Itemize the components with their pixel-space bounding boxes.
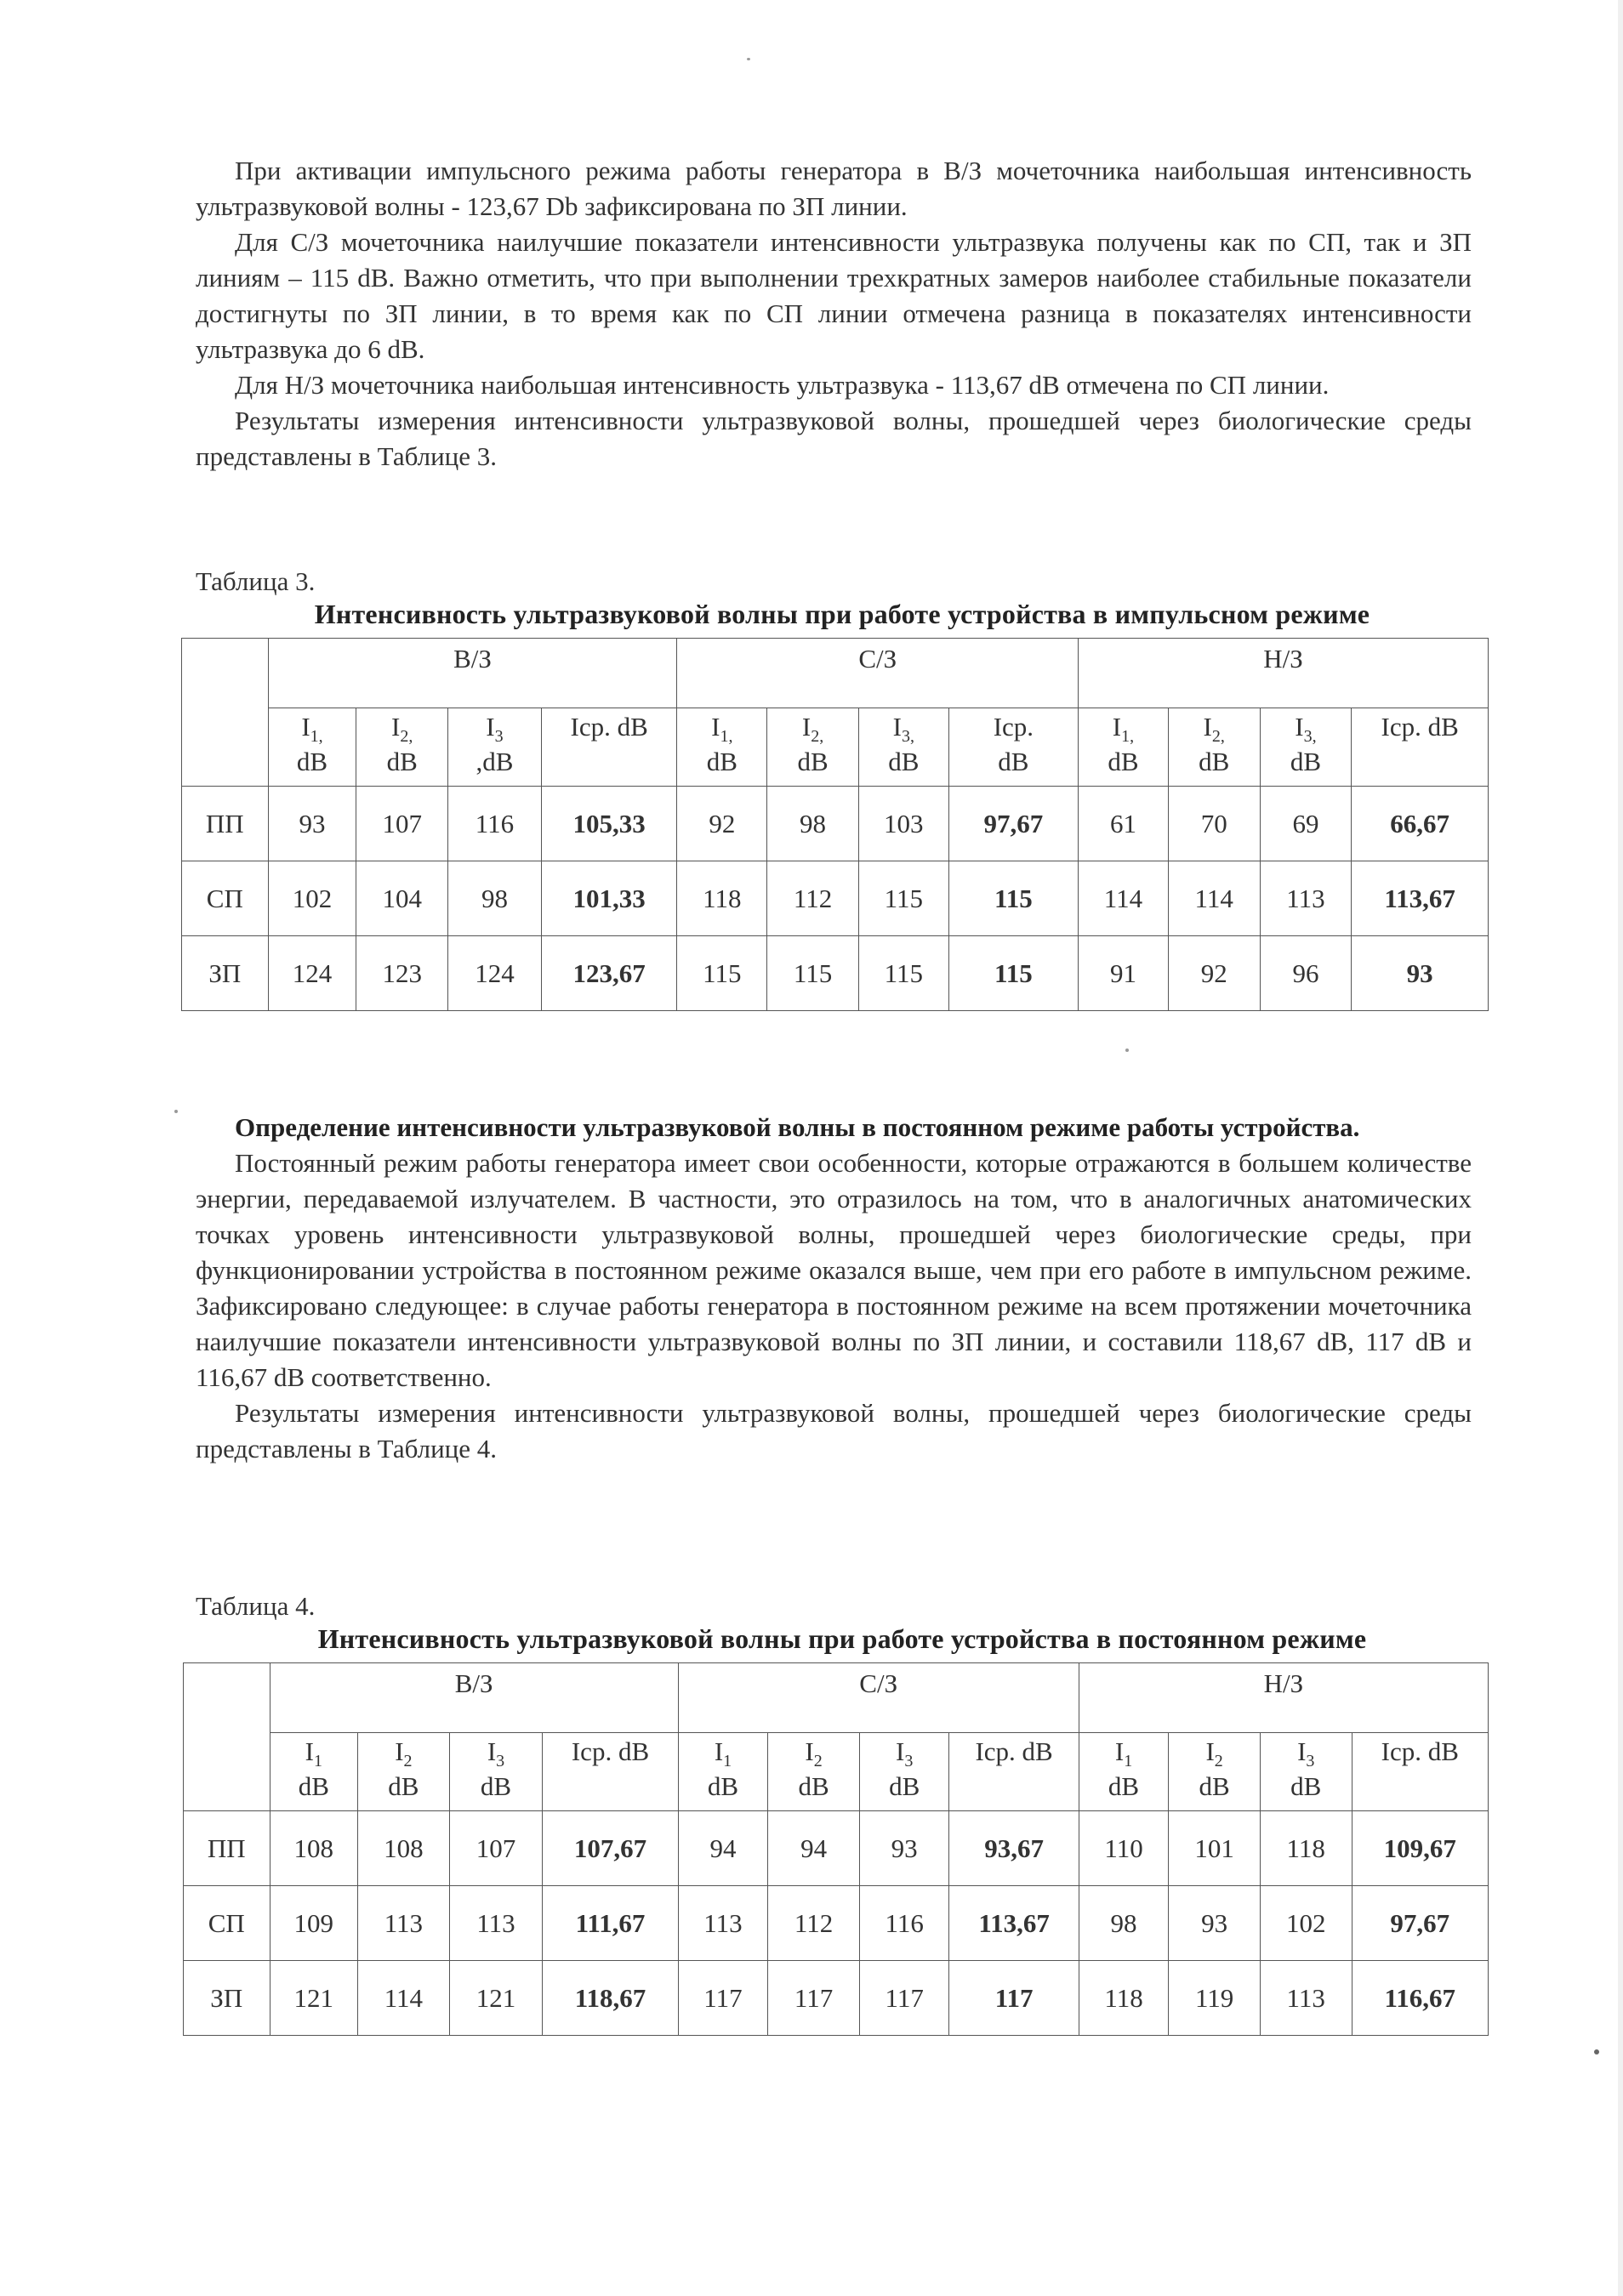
column-header bbox=[1169, 1733, 1261, 1811]
column-header bbox=[1260, 708, 1352, 787]
header-subscript: 2 bbox=[813, 1752, 823, 1771]
header-symbol: I bbox=[301, 712, 310, 742]
average-cell: 123,67 bbox=[541, 936, 677, 1011]
value-cell: 102 bbox=[1260, 1886, 1352, 1961]
value-cell: 115 bbox=[767, 936, 859, 1011]
header-unit: dB bbox=[1199, 747, 1230, 777]
value-cell: 117 bbox=[768, 1961, 860, 2036]
section-constant-mode bbox=[196, 1110, 1472, 1467]
header-symbol: I bbox=[1203, 712, 1212, 742]
header-symbol: I bbox=[395, 1736, 404, 1766]
average-cell: 115 bbox=[948, 936, 1078, 1011]
header-subscript: 3 bbox=[496, 1752, 505, 1771]
header-subscript: 3, bbox=[1303, 727, 1317, 747]
scan-speck bbox=[747, 58, 750, 60]
value-cell: 118 bbox=[1079, 1961, 1169, 2036]
header-symbol: I bbox=[896, 1736, 905, 1766]
header-unit: dB bbox=[1290, 747, 1322, 777]
value-cell: 93 bbox=[859, 1811, 949, 1886]
average-cell: 97,67 bbox=[1352, 1886, 1488, 1961]
header-unit: dB bbox=[386, 747, 418, 777]
value-cell: 115 bbox=[858, 861, 948, 936]
column-header bbox=[859, 1733, 949, 1811]
scan-speck bbox=[174, 1110, 178, 1113]
header-subscript: 2 bbox=[1214, 1752, 1223, 1771]
header-unit: dB bbox=[388, 1771, 419, 1802]
column-header bbox=[858, 708, 948, 787]
corner-cell bbox=[184, 1663, 270, 1811]
column-header bbox=[356, 708, 448, 787]
header-symbol: I bbox=[1114, 1736, 1125, 1766]
column-header bbox=[678, 1733, 768, 1811]
scan-speck bbox=[1594, 2049, 1599, 2054]
value-cell: 94 bbox=[768, 1811, 860, 1886]
value-cell: 116 bbox=[448, 787, 542, 861]
value-cell: 112 bbox=[768, 1886, 860, 1961]
value-cell: 101 bbox=[1169, 1811, 1261, 1886]
column-header bbox=[543, 1733, 678, 1811]
column-header bbox=[1079, 1733, 1169, 1811]
table-label: Таблица 3. bbox=[196, 566, 316, 596]
table-row bbox=[184, 1961, 1489, 2036]
value-cell: 103 bbox=[858, 787, 948, 861]
header-symbol: Iср. dB bbox=[571, 1736, 650, 1766]
group-header: Н/З bbox=[1079, 639, 1489, 708]
header-symbol: I bbox=[305, 1736, 314, 1766]
value-cell: 110 bbox=[1079, 1811, 1169, 1886]
table-title: Интенсивность ультразвуковой волны при работе устройства в импульсном режиме bbox=[314, 599, 1370, 629]
table-4 bbox=[183, 1662, 1489, 2036]
column-header bbox=[358, 1733, 450, 1811]
header-symbol: I bbox=[1112, 712, 1122, 742]
header-subscript: 2 bbox=[403, 1752, 413, 1771]
header-unit: dB bbox=[296, 747, 328, 777]
value-cell: 114 bbox=[1168, 861, 1260, 936]
value-cell: 108 bbox=[270, 1811, 358, 1886]
value-cell: 118 bbox=[1260, 1811, 1352, 1886]
value-cell: 98 bbox=[767, 787, 859, 861]
header-symbol: I bbox=[711, 712, 720, 742]
paragraph: Постоянный режим работы генератора имеет свои особенности, которые отражаются в большем количестве энергии, передаваемой излучателем. В частности, это отразилось на том, что в аналогичных анатомических точках уровень интенсивности ультразвуковой волны, прошедшей через биологические среды, при функционировании устройства в постоянном режиме оказался выше, чем при его работе в импульсном режиме. Зафиксировано следующее: в случае работы генератора в постоянном режиме на всем протяжении мочеточника наилучшие показатели интенсивности ультразвуковой волны по ЗП линии, и составили 118,67 dB, 117 dB и 116,67 dB соответственно. bbox=[196, 1148, 1472, 1392]
value-cell: 109 bbox=[270, 1886, 358, 1961]
header-unit: dB bbox=[480, 1771, 512, 1802]
column-header bbox=[677, 708, 767, 787]
column-header bbox=[1168, 708, 1260, 787]
header-subscript: 1, bbox=[720, 727, 733, 747]
column-header bbox=[1352, 1733, 1488, 1811]
value-cell: 104 bbox=[356, 861, 448, 936]
paragraph: При активации импульсного режима работы генератора в В/З мочеточника наибольшая интенсивность ультразвуковой волны - 123,67 Db зафиксирована по ЗП линии. bbox=[196, 156, 1472, 221]
value-cell: 102 bbox=[268, 861, 356, 936]
header-unit: dB bbox=[889, 1771, 920, 1802]
header-symbol: I bbox=[805, 1736, 814, 1766]
average-cell: 66,67 bbox=[1352, 787, 1489, 861]
table-row bbox=[182, 787, 1489, 861]
header-unit: dB bbox=[797, 747, 829, 777]
header-symbol: I bbox=[892, 712, 902, 742]
corner-cell bbox=[182, 639, 269, 787]
value-cell: 94 bbox=[678, 1811, 768, 1886]
value-cell: 115 bbox=[858, 936, 948, 1011]
header-unit: dB bbox=[707, 1771, 739, 1802]
header-subscript: 2, bbox=[400, 727, 413, 747]
column-header bbox=[1260, 1733, 1352, 1811]
table-row bbox=[184, 1811, 1489, 1886]
paragraph: Результаты измерения интенсивности ультразвуковой волны, прошедшей через биологические среды представлены в Таблице 4. bbox=[196, 1398, 1472, 1463]
value-cell: 113 bbox=[678, 1886, 768, 1961]
value-cell: 93 bbox=[268, 787, 356, 861]
value-cell: 113 bbox=[1260, 861, 1352, 936]
header-subscript: 3 bbox=[494, 727, 504, 747]
value-cell: 121 bbox=[449, 1961, 543, 2036]
value-cell: 119 bbox=[1169, 1961, 1261, 2036]
table-row bbox=[182, 936, 1489, 1011]
header-unit: dB bbox=[798, 1771, 829, 1802]
value-cell: 107 bbox=[356, 787, 448, 861]
value-cell: 118 bbox=[677, 861, 767, 936]
header-subscript: 1 bbox=[1124, 1752, 1133, 1771]
header-subscript: 1 bbox=[723, 1752, 732, 1771]
header-subscript: 2, bbox=[811, 727, 824, 747]
column-header bbox=[448, 708, 542, 787]
value-cell: 98 bbox=[448, 861, 542, 936]
row-label: СП bbox=[184, 1886, 270, 1961]
group-header: В/З bbox=[268, 639, 677, 708]
value-cell: 93 bbox=[1169, 1886, 1261, 1961]
average-cell: 113,67 bbox=[1352, 861, 1489, 936]
header-symbol: I bbox=[1295, 712, 1304, 742]
column-header bbox=[1079, 708, 1169, 787]
value-cell: 112 bbox=[767, 861, 859, 936]
header-unit: dB bbox=[1108, 747, 1139, 777]
row-label: ПП bbox=[184, 1811, 270, 1886]
header-unit: dB bbox=[1199, 1771, 1230, 1802]
column-header bbox=[768, 1733, 860, 1811]
row-label: ПП bbox=[182, 787, 269, 861]
intro-text bbox=[196, 153, 1472, 475]
scan-edge bbox=[1618, 0, 1623, 2296]
header-unit: dB bbox=[298, 1771, 329, 1802]
group-header: С/З bbox=[677, 639, 1079, 708]
header-subscript: 3 bbox=[1306, 1752, 1315, 1771]
value-cell: 92 bbox=[1168, 936, 1260, 1011]
header-symbol: I bbox=[1297, 1736, 1307, 1766]
column-header bbox=[268, 708, 356, 787]
table-title: Интенсивность ультразвуковой волны при работе устройства в постоянном режиме bbox=[317, 1623, 1367, 1654]
header-symbol: I bbox=[801, 712, 812, 742]
header-symbol: I bbox=[487, 1736, 497, 1766]
scan-speck bbox=[1125, 1049, 1129, 1052]
group-header: Н/З bbox=[1079, 1663, 1488, 1733]
value-cell: 115 bbox=[677, 936, 767, 1011]
value-cell: 114 bbox=[1079, 861, 1169, 936]
header-symbol: Iср. dB bbox=[1381, 712, 1459, 742]
section-heading: Определение интенсивности ультразвуковой волны в постоянном режиме работы устройства. bbox=[235, 1112, 1360, 1142]
average-cell: 109,67 bbox=[1352, 1811, 1488, 1886]
value-cell: 108 bbox=[358, 1811, 450, 1886]
column-header bbox=[449, 1733, 543, 1811]
column-header bbox=[767, 708, 859, 787]
header-symbol: I bbox=[714, 1736, 724, 1766]
column-header bbox=[541, 708, 677, 787]
average-cell: 107,67 bbox=[543, 1811, 678, 1886]
value-cell: 117 bbox=[678, 1961, 768, 2036]
average-cell: 93 bbox=[1352, 936, 1489, 1011]
table3-caption bbox=[196, 565, 1489, 630]
table-row bbox=[182, 861, 1489, 936]
average-cell: 115 bbox=[948, 861, 1078, 936]
column-header bbox=[270, 1733, 358, 1811]
paragraph: Для Н/З мочеточника наибольшая интенсивность ультразвука - 113,67 dB отмечена по СП линии. bbox=[235, 370, 1330, 400]
header-unit: dB bbox=[888, 747, 920, 777]
header-symbol: I bbox=[1205, 1736, 1215, 1766]
paragraph: Результаты измерения интенсивности ультразвуковой волны, прошедшей через биологические среды представлены в Таблице 3. bbox=[196, 406, 1472, 471]
table-3 bbox=[181, 638, 1489, 1011]
value-cell: 92 bbox=[677, 787, 767, 861]
value-cell: 117 bbox=[859, 1961, 949, 2036]
value-cell: 121 bbox=[270, 1961, 358, 2036]
average-cell: 118,67 bbox=[543, 1961, 678, 2036]
header-subscript: 1, bbox=[1121, 727, 1135, 747]
group-header: С/З bbox=[678, 1663, 1079, 1733]
header-subscript: 2, bbox=[1211, 727, 1225, 747]
value-cell: 124 bbox=[268, 936, 356, 1011]
value-cell: 114 bbox=[358, 1961, 450, 2036]
value-cell: 113 bbox=[1260, 1961, 1352, 2036]
row-label: СП bbox=[182, 861, 269, 936]
value-cell: 124 bbox=[448, 936, 542, 1011]
average-cell: 111,67 bbox=[543, 1886, 678, 1961]
value-cell: 69 bbox=[1260, 787, 1352, 861]
average-cell: 93,67 bbox=[949, 1811, 1079, 1886]
header-unit: dB bbox=[998, 747, 1029, 777]
header-symbol: Iср. bbox=[993, 712, 1034, 742]
header-unit: dB bbox=[1290, 1771, 1322, 1802]
value-cell: 98 bbox=[1079, 1886, 1169, 1961]
row-label: ЗП bbox=[184, 1961, 270, 2036]
average-cell: 101,33 bbox=[541, 861, 677, 936]
header-unit: dB bbox=[706, 747, 737, 777]
header-subscript: 3, bbox=[901, 727, 914, 747]
column-header bbox=[949, 1733, 1079, 1811]
value-cell: 61 bbox=[1079, 787, 1169, 861]
header-subscript: 1 bbox=[313, 1752, 322, 1771]
average-cell: 97,67 bbox=[948, 787, 1078, 861]
average-cell: 105,33 bbox=[541, 787, 677, 861]
value-cell: 70 bbox=[1168, 787, 1260, 861]
table-row bbox=[184, 1886, 1489, 1961]
header-symbol: I bbox=[391, 712, 401, 742]
column-header bbox=[948, 708, 1078, 787]
header-subscript: 1, bbox=[310, 727, 323, 747]
header-symbol: I bbox=[486, 712, 495, 742]
average-cell: 116,67 bbox=[1352, 1961, 1488, 2036]
header-symbol: Iср. dB bbox=[1381, 1736, 1459, 1766]
average-cell: 113,67 bbox=[949, 1886, 1079, 1961]
header-unit: dB bbox=[1108, 1771, 1140, 1802]
value-cell: 91 bbox=[1079, 936, 1169, 1011]
value-cell: 107 bbox=[449, 1811, 543, 1886]
header-symbol: Iср. dB bbox=[975, 1736, 1053, 1766]
value-cell: 113 bbox=[449, 1886, 543, 1961]
table-label: Таблица 4. bbox=[196, 1591, 316, 1621]
value-cell: 123 bbox=[356, 936, 448, 1011]
value-cell: 116 bbox=[859, 1886, 949, 1961]
header-subscript: 3 bbox=[904, 1752, 914, 1771]
value-cell: 96 bbox=[1260, 936, 1352, 1011]
table4-caption bbox=[196, 1590, 1489, 1655]
row-label: ЗП bbox=[182, 936, 269, 1011]
header-symbol: Iср. dB bbox=[570, 712, 648, 742]
paragraph: Для С/З мочеточника наилучшие показатели интенсивности ультразвука получены как по СП, так и ЗП линиям – 115 dB. Важно отметить, что при выполнении трехкратных замеров наиболее стабильные показатели достигнуты по ЗП линии, в то время как по СП линии отмечена разница в показателях интенсивности ультразвука до 6 dB. bbox=[196, 227, 1472, 364]
average-cell: 117 bbox=[949, 1961, 1079, 2036]
column-header bbox=[1352, 708, 1489, 787]
value-cell: 113 bbox=[358, 1886, 450, 1961]
group-header: В/З bbox=[270, 1663, 678, 1733]
header-unit: ,dB bbox=[476, 747, 514, 777]
